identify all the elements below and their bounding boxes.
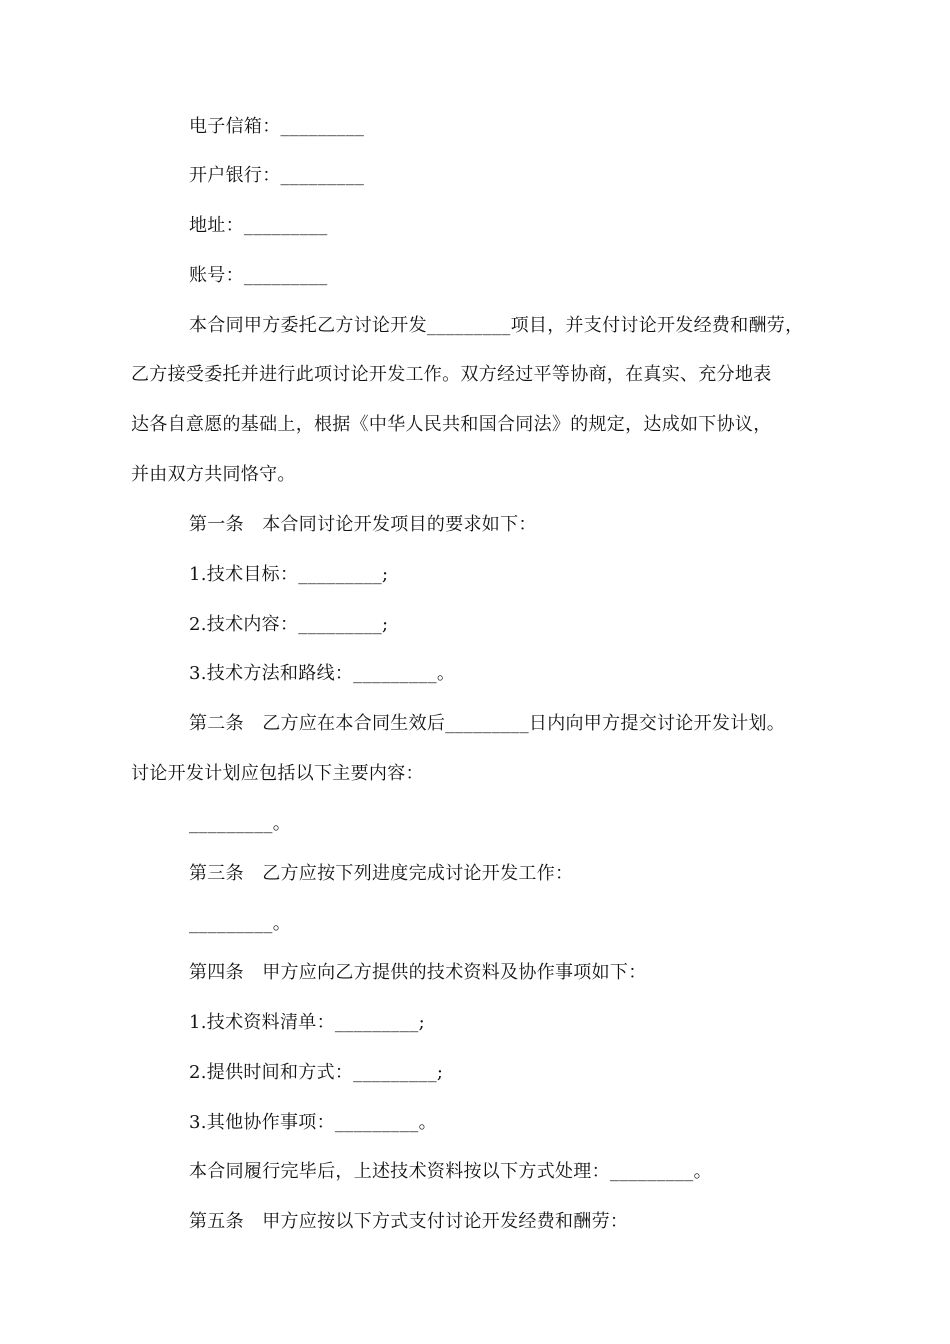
bank-line: 开户银行：_________ [189, 165, 365, 186]
article-1-item-2: 2.技术内容：_________; [189, 614, 389, 635]
preamble-line-3: 达各自意愿的基础上，根据《中华人民共和国合同法》的规定，达成如下协议， [131, 414, 772, 435]
article-4-heading: 第四条 甲方应向乙方提供的技术资料及协作事项如下： [189, 962, 647, 983]
article-4-item-3: 3.其他协作事项：_________。 [189, 1112, 437, 1133]
address-line: 地址：_________ [189, 215, 328, 236]
preamble-line-4: 并由双方共同恪守。 [131, 464, 296, 485]
account-line: 账号：_________ [189, 265, 328, 286]
article-1-item-1: 1.技术目标：_________; [189, 564, 389, 585]
article-3-heading: 第三条 乙方应按下列进度完成讨论开发工作： [189, 863, 574, 884]
email-line: 电子信箱：_________ [189, 116, 365, 137]
preamble-line-2: 乙方接受委托并进行此项讨论开发工作。双方经过平等协商，在真实、充分地表 [131, 364, 772, 385]
article-4-disposal: 本合同履行完毕后，上述技术资料按以下方式处理：_________。 [189, 1161, 712, 1182]
article-4-item-2: 2.提供时间和方式：_________; [189, 1062, 444, 1083]
article-1-item-3: 3.技术方法和路线：_________。 [189, 663, 456, 684]
article-1-heading: 第一条 本合同讨论开发项目的要求如下： [189, 514, 537, 535]
article-4-item-1: 1.技术资料清单：_________; [189, 1012, 425, 1033]
preamble-line-1: 本合同甲方委托乙方讨论开发_________项目，并支付讨论开发经费和酬劳， [189, 315, 804, 336]
article-2-blank: _________。 [189, 813, 291, 834]
article-5-heading: 第五条 甲方应按以下方式支付讨论开发经费和酬劳： [189, 1211, 629, 1232]
article-2-line-1: 第二条 乙方应在本合同生效后_________日内向甲方提交讨论开发计划。 [189, 713, 786, 734]
article-3-blank: _________。 [189, 913, 291, 934]
article-2-line-2: 讨论开发计划应包括以下主要内容： [131, 763, 424, 784]
